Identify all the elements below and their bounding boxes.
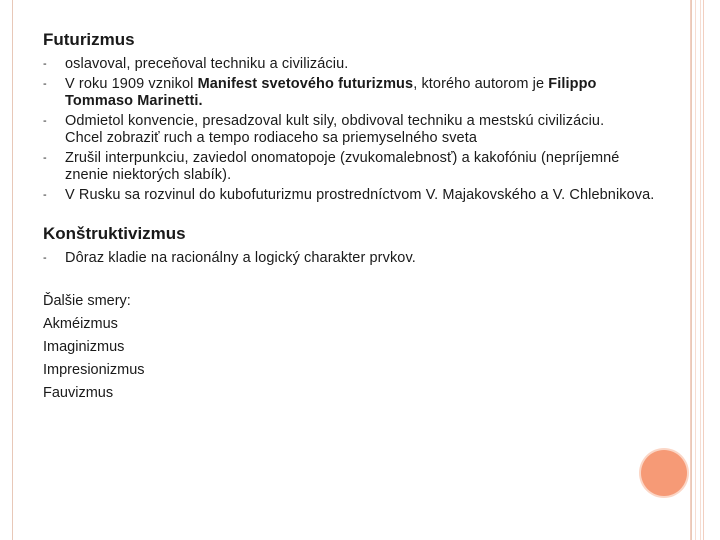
decorative-circle [641,450,687,496]
bullet-dash: - [43,151,47,164]
section-title-futurizmus: Futurizmus [43,30,135,49]
bullet-dash: - [43,252,47,264]
list-item-text: Odmietol konvencie, presadzoval kult sily, obdivoval techniku a mestskú civilizáciu. [65,112,605,129]
decorative-stripes [690,0,704,540]
list-item [43,150,663,185]
list-item-text: Chcel zobraziť ruch a tempo rodiaceho sa priemyselného sveta [65,130,478,146]
movement-item: Impresionizmus [43,361,145,378]
manifest-name: Manifest svetového futurizmus [197,75,414,92]
list-item-text: Zrušil interpunkciu, zaviedol onomatopoje (zvukomalebnosť) a kakofóniu (nepríjemné znenie niektorých slabík). [65,149,620,183]
movement-item: Akméizmus [43,315,118,332]
list-item [43,76,663,111]
futurizmus-list [43,56,663,204]
bullet-dash: - [43,58,47,70]
list-item-text: oslavoval, preceňoval techniku a civilizáciu. [65,56,349,72]
other-movements [43,290,663,405]
bullet-dash: - [43,77,47,90]
list-item [43,56,663,74]
list-item-text: V Rusku sa rozvinul do kubofuturizmu prostredníctvom V. Majakovského a V. Chlebnikova. [65,186,655,203]
bullet-dash: - [43,188,47,201]
list-item [43,187,663,205]
section-konstruktivizmus [43,224,663,268]
bullet-dash: - [43,114,47,127]
author-name: Filippo Tommaso Marinetti. [65,75,597,109]
slide-content [43,30,663,405]
list-item-text: Dôraz kladie na racionálny a logický charakter prvkov. [65,250,416,266]
section-title-konstruktivizmus: Konštruktivizmus [43,224,186,243]
list-item-text: , ktorého autorom je [413,75,549,92]
list-item [43,113,663,148]
movement-item: Imaginizmus [43,338,125,355]
movement-item: Fauvizmus [43,384,114,401]
other-movements-heading: Ďalšie smery: [43,292,131,309]
list-item [43,250,663,268]
list-item-text: V roku 1909 vznikol [65,75,198,92]
konstruktivizmus-list [43,250,663,268]
